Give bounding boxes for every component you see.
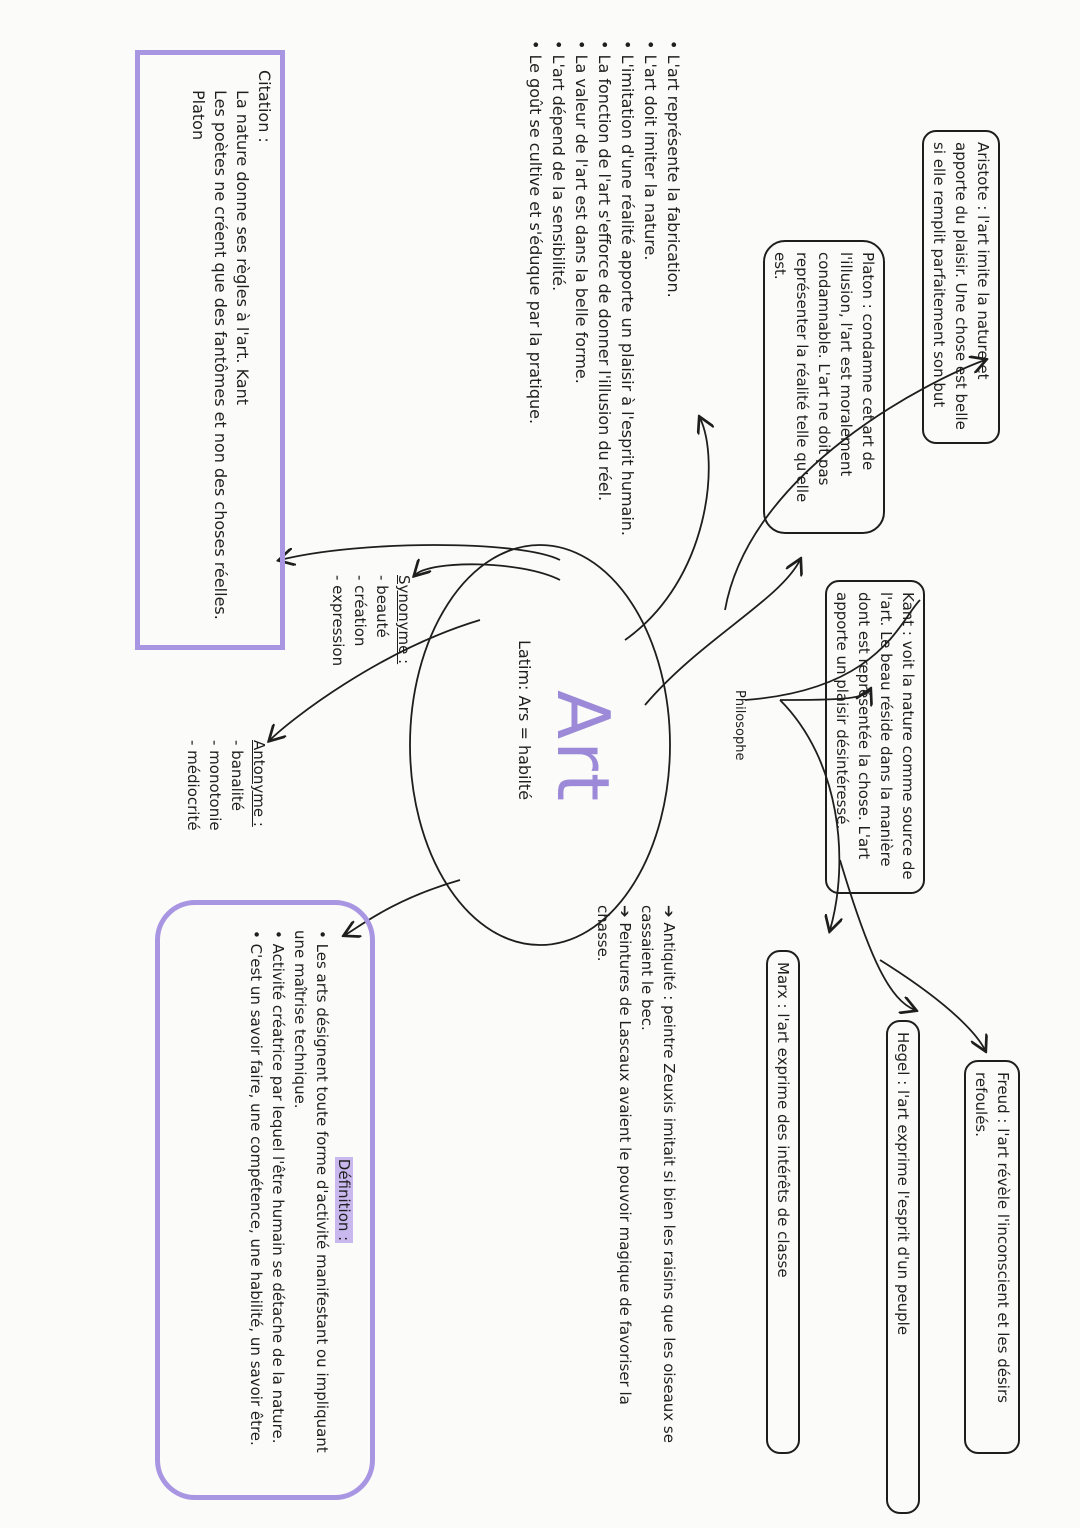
freud-text: Freud : l'art révèle l'inconscient et les désirs refoulés. — [972, 1072, 1012, 1403]
citation-kant: La nature donne ses règles à l'art. Kant — [233, 90, 252, 406]
point-item: • La valeur de l'art est dans la belle forme. — [572, 40, 591, 384]
platon-bubble — [763, 240, 885, 534]
latin-etymology: Latim: Ars = habilté — [515, 640, 534, 801]
definition-p2: • Activité créatrice par lequel l'être humain se détache de la nature. — [269, 930, 287, 1444]
synonyme-item: - création — [351, 575, 369, 647]
philosophe-label: Philosophe — [732, 690, 747, 761]
definition-label: Définition : — [335, 1158, 353, 1242]
marx-bubble — [766, 950, 800, 1454]
point-item: • L'art représente la fabrication. — [664, 40, 683, 298]
central-title: Art — [541, 690, 625, 804]
citation-block — [187, 70, 275, 630]
point-item: • L'art dépend de la sensibilité. — [549, 40, 568, 292]
freud-bubble — [964, 1060, 1020, 1454]
examples-block — [592, 905, 680, 1465]
points-list — [524, 40, 685, 640]
point-item: • L'art doit imiter la nature. — [641, 40, 660, 261]
synonyme-item: - beauté — [373, 575, 391, 638]
synonyme-block — [327, 575, 415, 715]
point-item: • La fonction de l'art s'efforce de donner l'illusion du réel. — [595, 40, 614, 502]
antonyme-item: - médiocrité — [184, 740, 202, 831]
citation-platon: Les poètes ne créent que des fantômes et non des choses réelles. Platon — [189, 90, 230, 620]
platon-text: Platon : condamne cet art de l'illusion, l'art est moralement condamnable. L'art ne doit pas représenter la réalité telle qu'elle est. — [771, 252, 877, 503]
kant-text: Kant : voit la nature comme source de l'art. Le beau réside dans la manière dont est représentée la chose. L'art apporte un plaisir désintéressé. — [833, 592, 917, 880]
kant-bubble — [825, 580, 925, 894]
antonyme-item: - banalité — [228, 740, 246, 812]
citation-label: Citation : — [255, 70, 274, 143]
synonyme-label: Synonyme : — [395, 575, 413, 665]
hegel-bubble — [886, 1020, 920, 1514]
definition-block — [245, 930, 355, 1470]
antonyme-label: Antonyme : — [250, 740, 268, 827]
definition-p1: • Les arts désignent toute forme d'activité manifestant ou impliquant une maîtrise technique. — [291, 930, 331, 1453]
hegel-text: Hegel : l'art exprime l'esprit d'un peuple — [894, 1032, 912, 1336]
example-lascaux: ➔ Peintures de Lascaux avaient le pouvoir magique de favoriser la chasse. — [594, 905, 634, 1405]
example-antiquite: ➔ Antiquité : peintre Zeuxis imitait si bien les raisins que les oiseaux se cassaient le bec. — [638, 905, 678, 1443]
marx-text: Marx : l'art exprime des intérêts de classe — [774, 962, 792, 1278]
aristote-text: Aristote : l'art imite la nature et apporte du plaisir. Une chose est belle si elle remplit parfaitement son but — [930, 142, 992, 430]
definition-p3: • C'est un savoir faire, une compétence, une habilité, un savoir être. — [247, 930, 265, 1446]
antonyme-block — [182, 740, 270, 880]
point-item: • L'imitation d'une réalité apporte un plaisir à l'esprit humain. — [618, 40, 637, 537]
aristote-bubble — [922, 130, 1000, 444]
point-item: • Le goût se cultive et s'éduque par la pratique. — [526, 40, 545, 425]
synonyme-item: - expression — [329, 575, 347, 667]
antonyme-item: - monotonie — [206, 740, 224, 831]
